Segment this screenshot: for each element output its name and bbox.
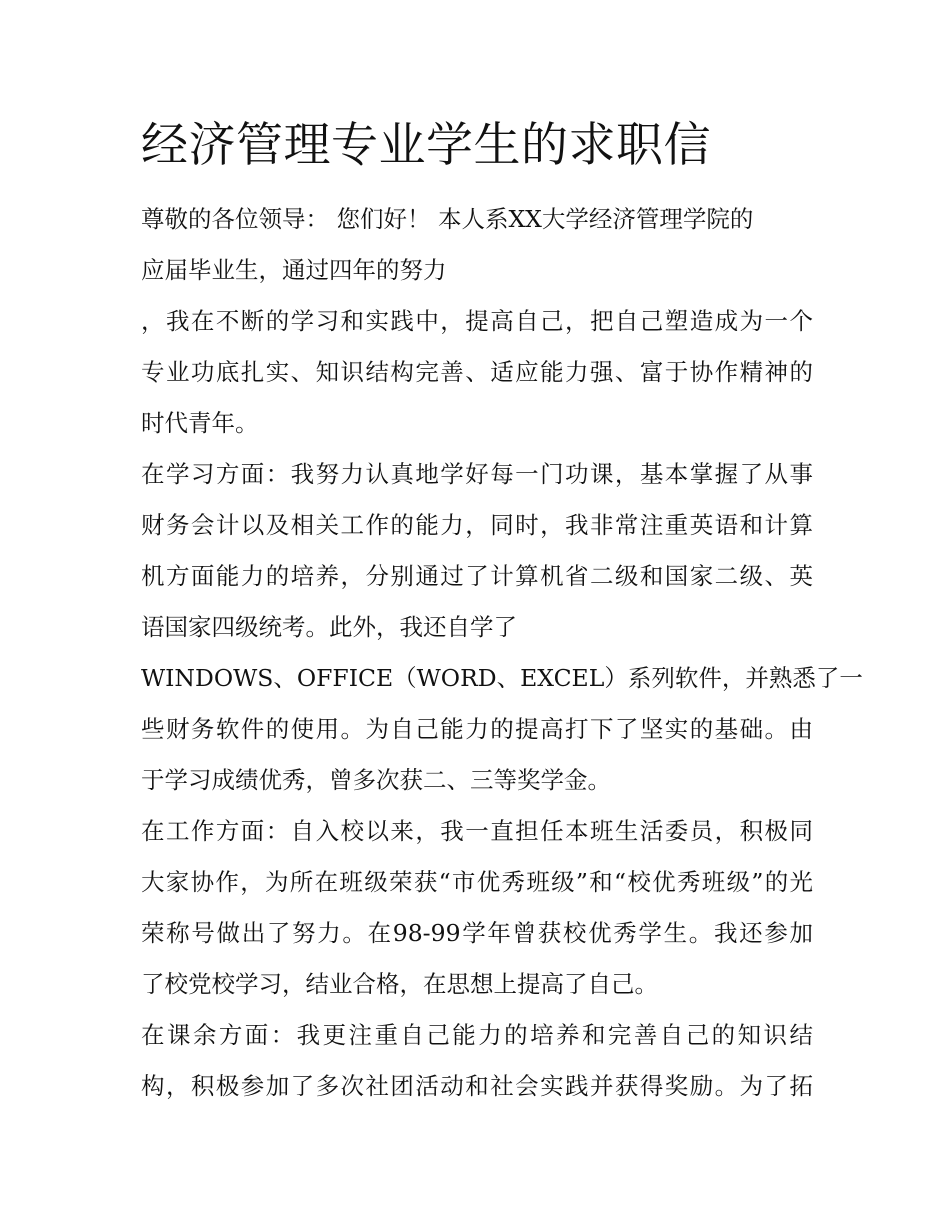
body-line-11: 些财务软件的使用。为自己能力的提高打下了坚实的基础。由 (141, 715, 813, 743)
body-line-14: 大家协作，为所在班级荣获“市优秀班级”和“校优秀班级”的光 (141, 868, 813, 896)
document-page (141, 112, 863, 1112)
body-line-4: 专业功底扎实、知识结构完善、适应能力强、富于协作精神的 (141, 358, 813, 386)
body-line-1: 尊敬的各位领导： 您们好！ 本人系XX大学经济管理学院的 (141, 205, 754, 233)
body-line-2: 应届毕业生，通过四年的努力 (141, 256, 447, 284)
body-line-6: 在学习方面：我努力认真地学好每一门功课，基本掌握了从事 (141, 460, 813, 488)
body-line-18: 构，积极参加了多次社团活动和社会实践并获得奖励。为了拓 (141, 1072, 813, 1100)
body-line-3: ，我在不断的学习和实践中，提高自己，把自己塑造成为一个 (141, 307, 813, 335)
document-title: 经济管理专业学生的求职信 (141, 118, 711, 173)
body-line-13: 在工作方面：自入校以来，我一直担任本班生活委员，积极同 (141, 817, 813, 845)
body-line-16: 了校党校学习，结业合格，在思想上提高了自己。 (141, 970, 658, 998)
letter-body (141, 194, 863, 1112)
body-line-8: 机方面能力的培养，分别通过了计算机省二级和国家二级、英 (141, 562, 813, 590)
body-line-10: WINDOWS、OFFICE（WORD、EXCEL）系列软件，并熟悉了一 (141, 664, 863, 692)
body-line-5: 时代青年。 (141, 409, 259, 437)
body-line-15: 荣称号做出了努力。在98-99学年曾获校优秀学生。我还参加 (141, 919, 813, 947)
body-line-7: 财务会计以及相关工作的能力，同时，我非常注重英语和计算 (141, 511, 813, 539)
body-line-12: 于学习成绩优秀，曾多次获二、三等奖学金。 (141, 766, 611, 794)
body-line-9: 语国家四级统考。此外，我还自学了 (141, 613, 517, 641)
body-line-17: 在课余方面：我更注重自己能力的培养和完善自己的知识结 (141, 1021, 813, 1049)
